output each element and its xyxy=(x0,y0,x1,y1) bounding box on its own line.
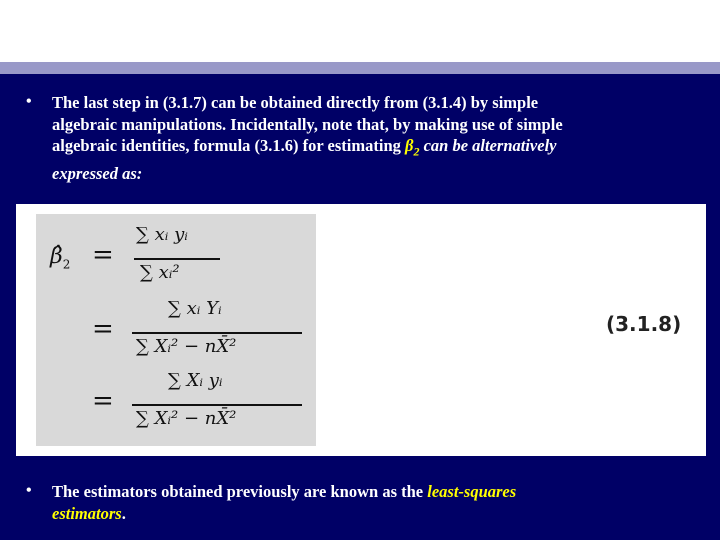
fraction-1-bar xyxy=(134,258,220,260)
fraction-3-numerator: ∑ Xᵢ yᵢ xyxy=(168,370,223,391)
fraction-1-denominator: ∑ xᵢ² xyxy=(140,262,180,283)
equation-lhs: $\betâ_2$ xyxy=(50,244,71,272)
equals-sign-1: = xyxy=(92,240,114,270)
slide-header xyxy=(0,0,720,62)
bullet-2-line-2: estimators. xyxy=(52,503,126,523)
bullet-1-line-4: expressed as: xyxy=(52,163,143,183)
bullet-2-line-1: The estimators obtained previously are known as the least-squares xyxy=(52,482,517,501)
bullet-1-text xyxy=(52,92,712,184)
bullet-marker: • xyxy=(26,93,32,110)
accent-bar xyxy=(0,62,720,74)
bullet-marker: • xyxy=(26,482,32,499)
equation-box xyxy=(36,214,316,446)
fraction-2-numerator: ∑ xᵢ Yᵢ xyxy=(168,298,222,319)
equation-panel xyxy=(16,204,706,456)
bullet-1-line-1: The last step in (3.1.7) can be obtained directly from (3.1.4) by simple xyxy=(52,93,539,112)
fraction-1-numerator: ∑ xᵢ yᵢ xyxy=(136,224,188,245)
bullet-1-line-2: algebraic manipulations. Incidentally, note that, by making use of simple xyxy=(52,114,563,134)
equation-number: (3.1.8) xyxy=(606,312,682,336)
bullet-2-text xyxy=(52,481,712,524)
equals-sign-2: = xyxy=(92,314,114,344)
fraction-3-bar xyxy=(132,404,302,406)
fraction-3-denominator: ∑ Xᵢ² − nX̄² xyxy=(136,408,237,429)
bullet-1-line-3: algebraic identities, formula (3.1.6) for estimating $\beta_2$ can be alternatively xyxy=(52,136,557,159)
fraction-2-denominator: ∑ Xᵢ² − nX̄² xyxy=(136,336,237,357)
fraction-2-bar xyxy=(132,332,302,334)
equals-sign-3: = xyxy=(92,386,114,416)
